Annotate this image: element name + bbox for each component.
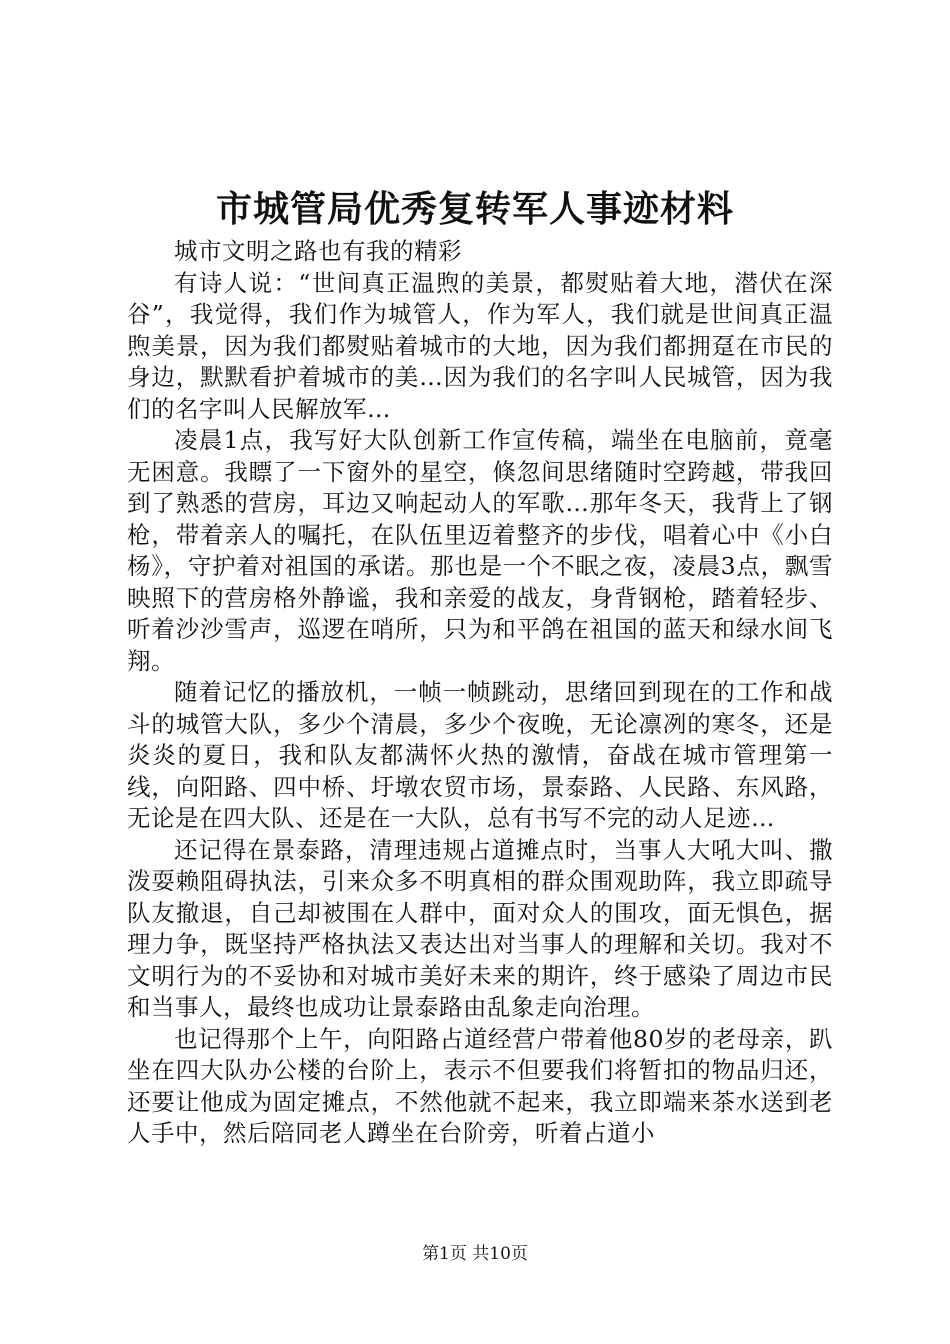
document-subtitle: 城市文明之路也有我的精彩	[174, 237, 462, 265]
paragraph-5: 也记得那个上午，向阳路占道经营户带着他80岁的老母亲，趴坐在四大队办公楼的台阶上，表示不但要我们将暂扣的物品归还，还要让他成为固定摊点，不然他就不起来，我立即端来茶水送到老人手中，然后陪同老人蹲坐在台阶旁，听着占道小	[127, 1024, 833, 1147]
document-title: 市城管局优秀复转军人事迹材料	[215, 188, 734, 230]
page-footer: 第1页 共10页	[422, 1244, 528, 1264]
paragraph-4: 还记得在景泰路，清理违规占道摊点时，当事人大吼大叫、撒泼耍赖阻碍执法，引来众多不明真相的群众围观助阵，我立即疏导队友撤退，自己却被围在人群中，面对众人的围攻，面无惧色，据理力争，既坚持严格执法又表达出对当事人的理解和关切。我对不文明行为的不妥协和对城市美好未来的期许，终于感染了周边市民和当事人，最终也成功让景泰路由乱象走向治理。	[127, 835, 833, 1021]
document-body	[127, 236, 833, 1150]
paragraph-1: 有诗人说：“世间真正温煦的美景，都熨贴着大地，潜伏在深谷”，我觉得，我们作为城管人，作为军人，我们就是世间真正温煦美景，因为我们都熨贴着城市的大地，因为我们都拥趸在市民的身边，默默看护着城市的美…因为我们的名字叫人民城管，因为我们的名字叫人民解放军…	[127, 268, 833, 423]
paragraph-3: 随着记忆的播放机，一帧一帧跳动，思绪回到现在的工作和战斗的城管大队，多少个清晨，多少个夜晚，无论凛冽的寒冬，还是炎炎的夏日，我和队友都满怀火热的激情，奋战在城市管理第一线，向阳路、四中桥、圩墩农贸市场，景泰路、人民路、东风路，无论是在四大队、还是在一大队，总有书写不完的动人足迹…	[127, 678, 833, 832]
paragraph-2: 凌晨1点，我写好大队创新工作宣传稿，端坐在电脑前，竟毫无困意。我瞟了一下窗外的星空，倏忽间思绪随时空跨越，带我回到了熟悉的营房，耳边又响起动人的军歌…那年冬天，我背上了钢枪，带着亲人的嘱托，在队伍里迈着整齐的步伐，唱着心中《小白杨》，守护着对祖国的承诺。那也是一个不眠之夜，凌晨3点，飘雪映照下的营房格外静谧，我和亲爱的战友，身背钢枪，踏着轻步、听着沙沙雪声，巡逻在哨所，只为和平鸽在祖国的蓝天和绿水间飞翔。	[127, 426, 833, 675]
